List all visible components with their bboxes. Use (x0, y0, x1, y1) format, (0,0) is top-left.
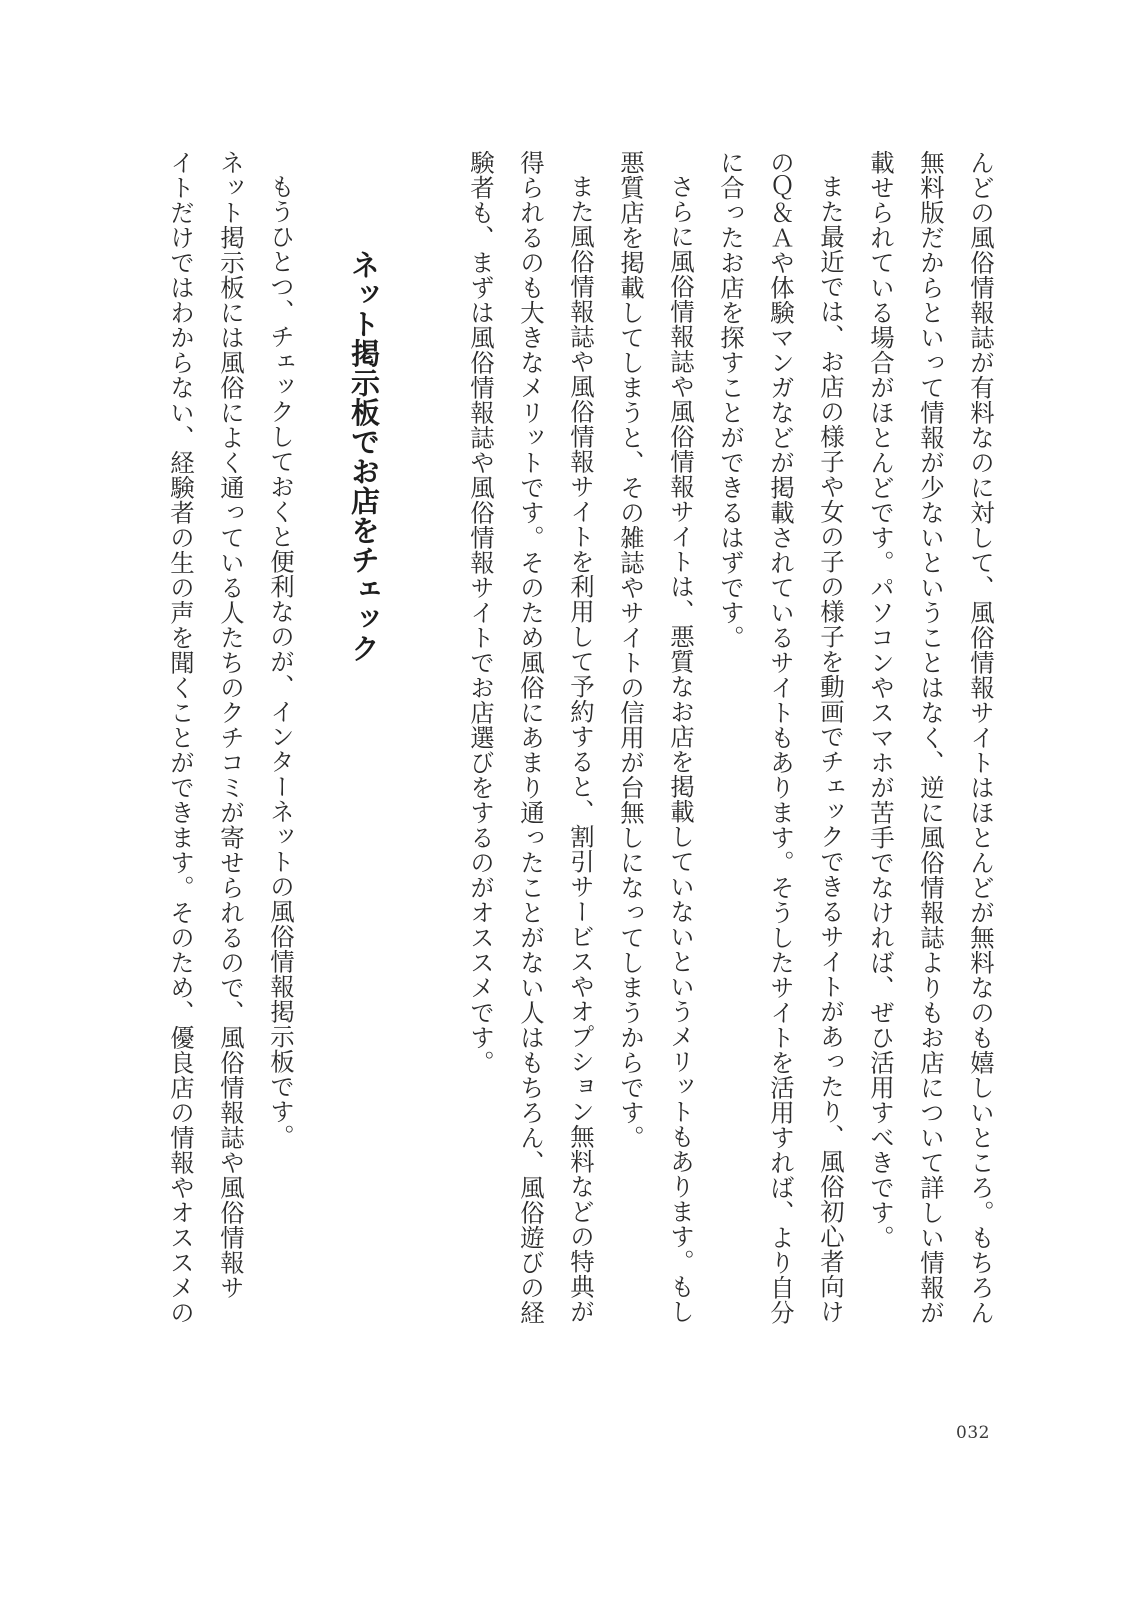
text-column: イトだけではわからない、経験者の生の声を聞くことができます。そのため、優良店の情報やオススメの (166, 150, 195, 1325)
section-heading: ネット掲示板でお店をチェック (347, 250, 381, 663)
text-column: 得られるのも大きなメリットです。そのため風俗にあまり通ったことがない人はもちろん、風俗遊びの経 (516, 150, 545, 1325)
text-column: ネット掲示板には風俗によく通っている人たちのクチコミが寄せられるので、風俗情報誌や風俗情報サ (216, 150, 245, 1300)
text-column: に合ったお店を探すことができるはずです。 (716, 150, 745, 650)
text-column: また最近では、お店の様子や女の子の様子を動画でチェックできるサイトがあったり、風俗初心者向け (816, 174, 845, 1324)
page-number: 032 (956, 1423, 990, 1443)
text-column: んどの風俗情報誌が有料なのに対して、風俗情報サイトはほとんどが無料なのも嬉しいところ。もちろん (966, 150, 995, 1325)
text-column: 無料版だからといって情報が少ないということはなく、逆に風俗情報誌よりもお店について詳しい情報が (916, 150, 945, 1325)
text-column: 験者も、まずは風俗情報誌や風俗情報サイトでお店選びをするのがオススメです。 (466, 150, 495, 1075)
text-column: 悪質店を掲載してしまうと、その雑誌やサイトの信用が台無しになってしまうからです。 (616, 150, 645, 1150)
text-column: 載せられている場合がほとんどです。パソコンやスマホが苦手でなければ、ぜひ活用すべきです。 (866, 150, 895, 1250)
text-column: もうひとつ、チェックしておくと便利なのが、インターネットの風俗情報掲示板です。 (266, 174, 295, 1149)
text-column: のＱ＆Ａや体験マンガなどが掲載されているサイトもあります。そうしたサイトを活用すれば、より自分 (766, 150, 795, 1325)
text-column: また風俗情報誌や風俗情報サイトを利用して予約すると、割引サービスやオプション無料などの特典が (566, 174, 595, 1324)
text-column: さらに風俗情報誌や風俗情報サイトは、悪質なお店を掲載していないというメリットもあります。もし (666, 174, 695, 1324)
